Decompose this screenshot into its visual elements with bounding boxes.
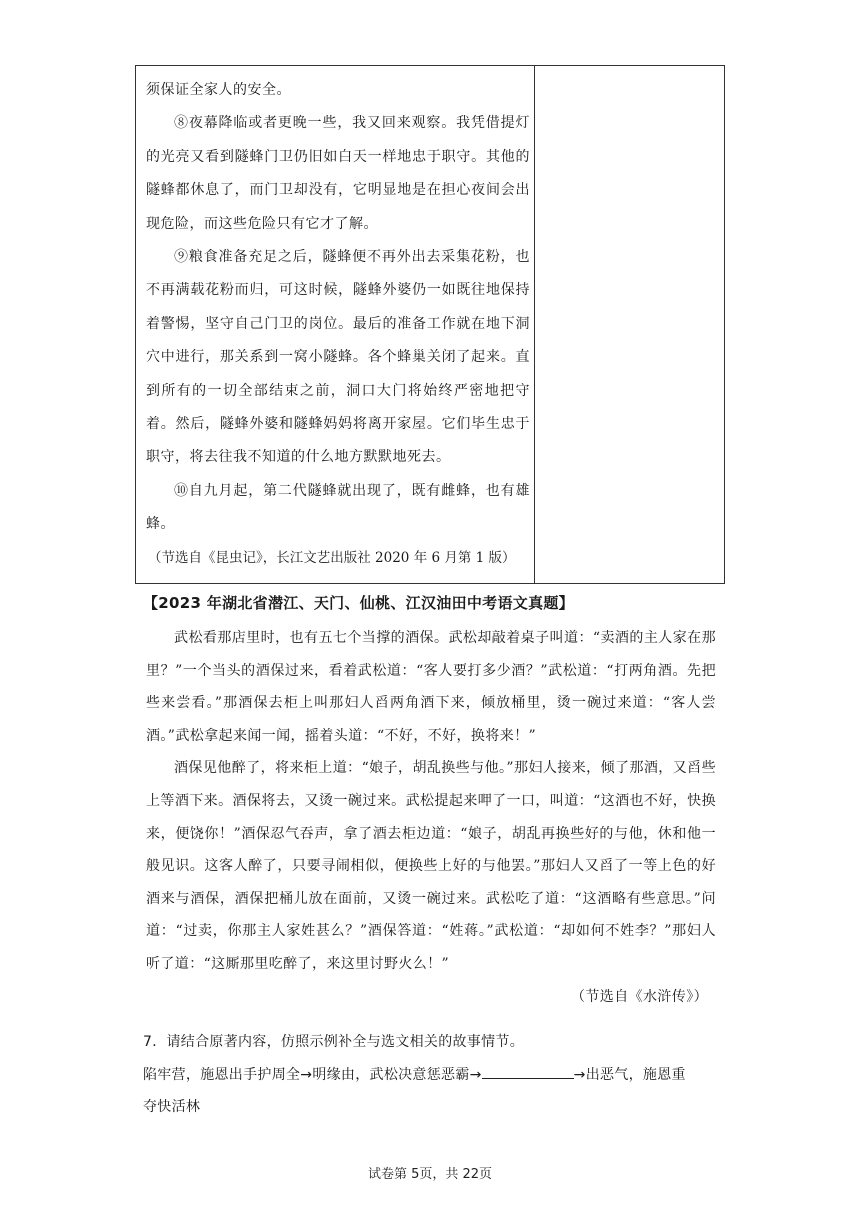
question-stem: 7．请结合原著内容，仿照示例补全与选文相关的故事情节。 <box>143 1034 525 1050</box>
table-text-cell <box>146 74 530 575</box>
section-heading: 【2023 年湖北省潜江、天门、仙桃、江汉油田中考语文真题】 <box>143 594 574 612</box>
passage-paragraph-1: 武松看那店里时，也有五七个当撑的酒保。武松却敲着桌子叫道：“卖酒的主人家在那里？”一个当头的酒保过来，看着武松道：“客人要打多少酒？”武松道：“打两角酒。先把些来尝看。”那酒保去柜上叫那妇人舀两角酒下来，倾放桶里，烫一碗过来道：“客人尝酒。”武松拿起来闻一闻，摇着头道：“不好，不好，换将来！” <box>146 630 716 744</box>
passage-paragraph-2: 酒保见他醉了，将来柜上道：“娘子，胡乱换些与他。”那妇人接来，倾了那酒，又舀些上等酒下来。酒保将去，又烫一碗过来。武松提起来呷了一口，叫道：“这酒也不好，快换来，便饶你！”酒保忍气吞声，拿了酒去柜边道：“娘子，胡乱再换些好的与他，休和他一般见识。这客人醉了，只要寻闹相似，便换些上好的与他罢。”那妇人又舀了一等上色的好酒来与酒保，酒保把桶儿放在面前，又烫一碗过来。武松吃了道：“这酒略有些意思。”问道：“过卖，你那主人家姓甚么？”酒保答道：“姓蒋。”武松道：“却如何不姓李？”那妇人听了道：“这厮那里吃醉了，来这里讨野火么！” <box>146 760 716 972</box>
paragraph-10: ⑩自九月起，第二代隧蜂就出现了，既有雌蜂，也有雄蜂。 <box>146 482 530 533</box>
column-divider <box>534 66 535 583</box>
passage-source: （节选自《水浒传》） <box>571 988 708 1005</box>
paragraph-continued: 须保证全家人的安全。 <box>146 82 291 98</box>
paragraph-8: ⑧夜幕降临或者更晚一些，我又回来观察。我凭借提灯的光亮又看到隧蜂门卫仍旧如白天一样地忠于职守。其他的隧蜂都休息了，而门卫却没有，它明显地是在担心夜间会出现危险，而这些危险只有它才了解。 <box>146 115 530 232</box>
question-answer-line-2: 夺快活林 <box>143 1099 201 1115</box>
reading-table <box>135 65 725 584</box>
answer-text-pre: 陷牢营，施恩出手护周全→明缘由，武松决意惩恶霸→ <box>143 1067 482 1083</box>
passage <box>146 622 716 1013</box>
page-footer: 试卷第 5页，共 22页 <box>367 1167 493 1182</box>
question-answer-line <box>143 1059 723 1091</box>
paragraph-9: ⑨粮食准备充足之后，隧蜂便不再外出去采集花粉，也不再满载花粉而归，可这时候，隧蜂外婆仍一如既往地保持着警惕，坚守自己门卫的岗位。最后的准备工作就在地下洞穴中进行，那关系到一窝小隧蜂。各个蜂巢关闭了起来。直到所有的一切全部结束之前，洞口大门将始终严密地把守着。然后，隧蜂外婆和隧蜂妈妈将离开家屋。它们毕生忠于职守，将去往我不知道的什么地方默默地死去。 <box>146 249 530 466</box>
source-citation: （节选自《昆虫记》，长江文艺出版社 2020 年 6 月第 1 版） <box>148 549 516 566</box>
answer-blank[interactable] <box>482 1062 574 1079</box>
answer-text-post: →出恶气，施恩重 <box>573 1067 686 1083</box>
